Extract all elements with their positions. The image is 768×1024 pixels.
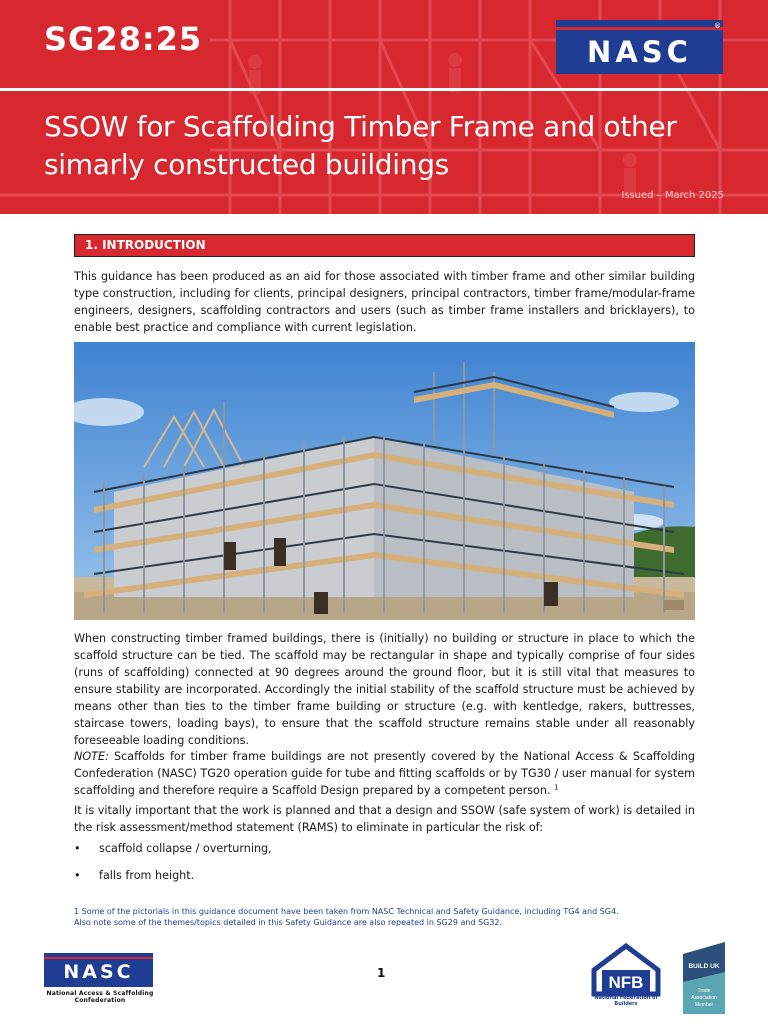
footnote bbox=[74, 906, 695, 928]
nasc-full-name bbox=[40, 990, 160, 1004]
nasc-full-name-line-2: Confederation bbox=[74, 997, 126, 1004]
nfb-caption: National Federation of Builders bbox=[594, 995, 658, 1007]
page-number: 1 bbox=[377, 966, 386, 980]
document-code: SG28:25 bbox=[44, 20, 203, 58]
document-title: SSOW for Scaffolding Timber Frame and other simarly constructed buildings bbox=[44, 110, 677, 181]
bullet-glyph: • bbox=[74, 842, 81, 855]
issue-date: Issued – March 2025 bbox=[621, 190, 724, 201]
nasc-full-name-line-1: National Access & Scaffolding bbox=[46, 990, 154, 997]
section-heading: 1. INTRODUCTION bbox=[74, 234, 695, 257]
logo-red-stripe bbox=[44, 957, 153, 959]
note-label: NOTE: bbox=[74, 750, 109, 763]
intro-paragraph: This guidance has been produced as an aid for those associated with timber frame and other similar building type construction, including for clients, principal designers, principal contractors, timber frame/modular-frame engineers, designers, scaffolding contractors and users (such as timber frame installers and bricklayers), to enable best practice and compliance with current legislation. bbox=[74, 270, 695, 334]
header-banner bbox=[0, 0, 768, 214]
header-divider bbox=[0, 88, 768, 91]
registered-mark: ® bbox=[714, 22, 721, 30]
footnote-ref: 1 bbox=[554, 783, 559, 792]
footnote-line-2: Also note some of the themes/topics detailed in this Safety Guidance are also repeated in SG29 and SG32. bbox=[74, 918, 503, 927]
nasc-logo-text: NASC bbox=[587, 35, 692, 69]
list-item-text: scaffold collapse / overturning, bbox=[99, 842, 272, 855]
bullet-glyph: • bbox=[74, 869, 81, 882]
build-uk-text: BUILD UK bbox=[688, 963, 720, 970]
nasc-footer-logo bbox=[44, 953, 153, 987]
list-item-text: falls from height. bbox=[99, 869, 195, 882]
logo-red-stripe bbox=[556, 27, 723, 30]
footnote-line-1: 1 Some of the pictorials in this guidance document have been taken from NASC Technical and Safety Guidance, including TG4 and SG4. bbox=[74, 907, 619, 916]
nasc-footer-logo-text: NASC bbox=[63, 961, 134, 983]
build-uk-badge-icon bbox=[683, 942, 725, 1014]
scaffolded-building-photo bbox=[74, 342, 695, 620]
photo-illustration bbox=[74, 342, 695, 620]
build-uk-member-line-2: Association bbox=[691, 995, 717, 1001]
risk-list bbox=[74, 840, 695, 894]
list-item bbox=[74, 840, 695, 857]
note-text: Scaffolds for timber frame buildings are not presently covered by the National Access & Scaffolding Confederation (NASC) TG20 operation guide for tube and fitting scaffolds or by TG30 / user manual for system scaffolding and therefore require a Scaffold Design prepared by a competent person. bbox=[74, 750, 695, 797]
nfb-logo-text: NFB bbox=[608, 973, 644, 992]
stability-paragraph: When constructing timber framed buildings, there is (initially) no building or structure in place to which the scaffold structure can be tied. The scaffold may be rectangular in shape and typically comprise of four sides (runs of scaffolding) connected at 90 degrees around the ground floor, but it is still vital that measures to ensure stability are incorporated. Accordingly the initial stability of the scaffold structure must be achieved by means other than ties to the timber frame building or structure (e.g. with kentledge, rakers, buttresses, staircase towers, loading bays), to ensure that the scaffold structure remains stable under all reasonably foreseeable loading conditions. bbox=[74, 632, 695, 747]
list-item bbox=[74, 867, 695, 884]
build-uk-member-line-1: Trade bbox=[697, 988, 711, 994]
note-paragraph bbox=[74, 748, 695, 799]
nasc-logo bbox=[556, 20, 723, 74]
planning-paragraph: It is vitally important that the work is planned and that a design and SSOW (safe system of work) is detailed in the risk assessment/method statement (RAMS) to eliminate in particular the risk of: bbox=[74, 804, 695, 834]
build-uk-member-line-3: Member bbox=[694, 1002, 714, 1008]
